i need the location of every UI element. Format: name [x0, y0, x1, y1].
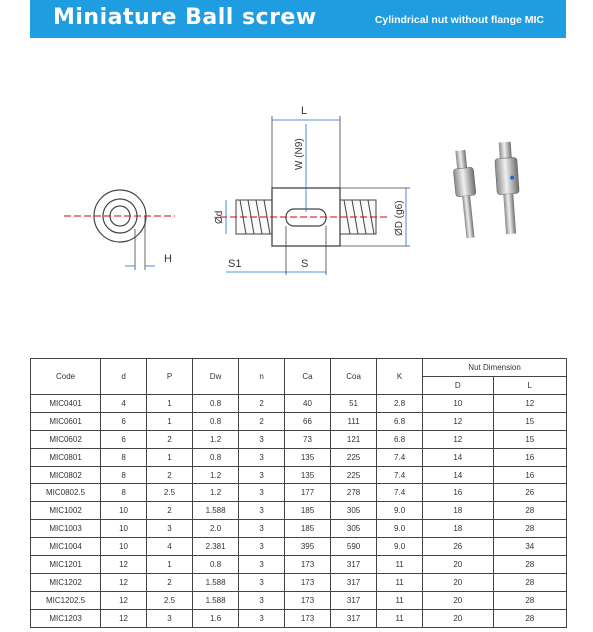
table-cell: 121	[331, 430, 377, 448]
table-row	[31, 609, 567, 627]
col-header: Code	[31, 359, 101, 395]
table-cell: 28	[493, 556, 566, 574]
table-cell: 10	[101, 520, 147, 538]
table-cell: 2.381	[192, 538, 238, 556]
table-cell: 28	[493, 502, 566, 520]
table-cell: 2	[239, 412, 285, 430]
table-cell: MIC1003	[31, 520, 101, 538]
label-d: Ød	[214, 210, 225, 224]
table-cell: 0.8	[192, 448, 238, 466]
table-cell: 66	[284, 412, 330, 430]
table-cell: 317	[331, 591, 377, 609]
table-cell: 26	[493, 484, 566, 502]
table-body	[31, 395, 567, 628]
table-cell: 16	[423, 484, 493, 502]
table-row	[31, 573, 567, 591]
table-cell: 9.0	[377, 502, 423, 520]
table-cell: 2	[147, 573, 193, 591]
table-cell: 7.4	[377, 448, 423, 466]
group-header: Nut Dimension	[423, 359, 567, 377]
table-cell: 305	[331, 520, 377, 538]
table-row	[31, 556, 567, 574]
table-cell: 18	[423, 502, 493, 520]
table-cell: 3	[239, 484, 285, 502]
table-cell: 6	[101, 430, 147, 448]
table-row	[31, 395, 567, 413]
col-header: Coa	[331, 359, 377, 395]
table-cell: MIC1004	[31, 538, 101, 556]
table-cell: 10	[101, 502, 147, 520]
table-cell: 1	[147, 395, 193, 413]
table-cell: 20	[423, 573, 493, 591]
table-cell: 12	[101, 573, 147, 591]
table-cell: 317	[331, 556, 377, 574]
table-row	[31, 502, 567, 520]
table-cell: 185	[284, 520, 330, 538]
table-row	[31, 591, 567, 609]
table-cell: 20	[423, 591, 493, 609]
table-cell: 1.2	[192, 466, 238, 484]
table-cell: 12	[423, 430, 493, 448]
table-cell: 225	[331, 466, 377, 484]
table-cell: 8	[101, 484, 147, 502]
table-cell: 18	[423, 520, 493, 538]
product-photo	[451, 141, 522, 238]
table-cell: 278	[331, 484, 377, 502]
table-cell: 3	[147, 609, 193, 627]
table-cell: 1.2	[192, 430, 238, 448]
table-cell: 3	[239, 502, 285, 520]
table-cell: 14	[423, 466, 493, 484]
table-cell: 1.6	[192, 609, 238, 627]
table-cell: 590	[331, 538, 377, 556]
table-cell: 12	[101, 556, 147, 574]
table-row	[31, 430, 567, 448]
table-cell: 7.4	[377, 484, 423, 502]
table-cell: 0.8	[192, 556, 238, 574]
table-cell: 1.588	[192, 573, 238, 591]
table-cell: 1.2	[192, 484, 238, 502]
page-title: Miniature Ball screw	[53, 5, 317, 30]
table-cell: 6.8	[377, 412, 423, 430]
label-S: S	[301, 258, 309, 270]
table-cell: 135	[284, 448, 330, 466]
col-header: L	[493, 377, 566, 395]
table-cell: 3	[239, 448, 285, 466]
label-S1: S1	[228, 258, 242, 270]
table-cell: 2	[147, 466, 193, 484]
spec-table	[30, 358, 567, 628]
table-row	[31, 484, 567, 502]
table-cell: 34	[493, 538, 566, 556]
table-cell: 20	[423, 556, 493, 574]
table-cell: 12	[101, 591, 147, 609]
table-cell: 26	[423, 538, 493, 556]
table-cell: 135	[284, 466, 330, 484]
table-cell: 8	[101, 466, 147, 484]
table-cell: 4	[101, 395, 147, 413]
side-view	[214, 105, 410, 275]
table-cell: 3	[239, 591, 285, 609]
table-row	[31, 538, 567, 556]
col-header: K	[377, 359, 423, 395]
table-cell: 2	[147, 430, 193, 448]
table-cell: 11	[377, 591, 423, 609]
table-cell: 0.8	[192, 412, 238, 430]
table-cell: 317	[331, 609, 377, 627]
table-cell: 8	[101, 448, 147, 466]
table-cell: 2	[239, 395, 285, 413]
table-cell: 3	[147, 520, 193, 538]
table-cell: 28	[493, 609, 566, 627]
table-cell: 20	[423, 609, 493, 627]
label-H: H	[164, 253, 172, 265]
table-cell: MIC0802	[31, 466, 101, 484]
col-header: Ca	[284, 359, 330, 395]
label-L: L	[301, 105, 308, 117]
table-cell: 10	[101, 538, 147, 556]
table-cell: 12	[423, 412, 493, 430]
table-cell: MIC0802.5	[31, 484, 101, 502]
table-cell: 173	[284, 573, 330, 591]
table-cell: 3	[239, 556, 285, 574]
table-cell: 16	[493, 448, 566, 466]
table-row	[31, 466, 567, 484]
label-W: W (N9)	[294, 138, 305, 170]
table-row	[31, 520, 567, 538]
label-D: ØD (g6)	[394, 200, 405, 236]
table-cell: 40	[284, 395, 330, 413]
table-cell: 51	[331, 395, 377, 413]
table-cell: 173	[284, 556, 330, 574]
table-cell: 28	[493, 573, 566, 591]
table-cell: 9.0	[377, 520, 423, 538]
table-cell: MIC1002	[31, 502, 101, 520]
col-header: D	[423, 377, 493, 395]
table-cell: 12	[493, 395, 566, 413]
table-cell: 12	[101, 609, 147, 627]
table-cell: MIC1201	[31, 556, 101, 574]
table-cell: 3	[239, 520, 285, 538]
table-cell: 2.5	[147, 484, 193, 502]
table-cell: 10	[423, 395, 493, 413]
table-cell: 1.588	[192, 502, 238, 520]
table-cell: 3	[239, 430, 285, 448]
table-cell: 6	[101, 412, 147, 430]
col-header: d	[101, 359, 147, 395]
table-row	[31, 412, 567, 430]
table-cell: 3	[239, 466, 285, 484]
table-cell: 3	[239, 538, 285, 556]
table-cell: 16	[493, 466, 566, 484]
table-cell: 305	[331, 502, 377, 520]
table-cell: 2.0	[192, 520, 238, 538]
table-cell: 173	[284, 591, 330, 609]
table-cell: 1	[147, 448, 193, 466]
table-cell: 11	[377, 573, 423, 591]
table-cell: 11	[377, 609, 423, 627]
table-cell: MIC0602	[31, 430, 101, 448]
table-cell: 1	[147, 412, 193, 430]
col-header: n	[239, 359, 285, 395]
table-cell: 1.588	[192, 591, 238, 609]
table-cell: 7.4	[377, 466, 423, 484]
table-cell: 317	[331, 573, 377, 591]
table-cell: MIC0801	[31, 448, 101, 466]
table-cell: MIC1202.5	[31, 591, 101, 609]
table-cell: 1	[147, 556, 193, 574]
technical-drawing	[0, 40, 593, 340]
table-cell: 28	[493, 520, 566, 538]
table-cell: 28	[493, 591, 566, 609]
table-cell: 11	[377, 556, 423, 574]
table-cell: 3	[239, 573, 285, 591]
table-cell: 0.8	[192, 395, 238, 413]
end-view	[64, 190, 175, 270]
col-header: Dw	[192, 359, 238, 395]
table-cell: 2.8	[377, 395, 423, 413]
table-cell: 4	[147, 538, 193, 556]
table-cell: 111	[331, 412, 377, 430]
table-cell: 173	[284, 609, 330, 627]
page-subtitle: Cylindrical nut without flange MIC	[374, 14, 544, 26]
col-header: P	[147, 359, 193, 395]
table-cell: 225	[331, 448, 377, 466]
table-cell: 3	[239, 609, 285, 627]
table-cell: 2.5	[147, 591, 193, 609]
table-cell: MIC1203	[31, 609, 101, 627]
table-cell: 14	[423, 448, 493, 466]
table-cell: 185	[284, 502, 330, 520]
table-cell: 6.8	[377, 430, 423, 448]
table-cell: MIC0401	[31, 395, 101, 413]
table-cell: 15	[493, 412, 566, 430]
table-cell: 73	[284, 430, 330, 448]
table-cell: MIC0601	[31, 412, 101, 430]
table-cell: 9.0	[377, 538, 423, 556]
table-cell: 15	[493, 430, 566, 448]
table-cell: 395	[284, 538, 330, 556]
header-banner	[30, 0, 566, 38]
table-cell: 2	[147, 502, 193, 520]
table-cell: MIC1202	[31, 573, 101, 591]
table-cell: 177	[284, 484, 330, 502]
table-row	[31, 448, 567, 466]
